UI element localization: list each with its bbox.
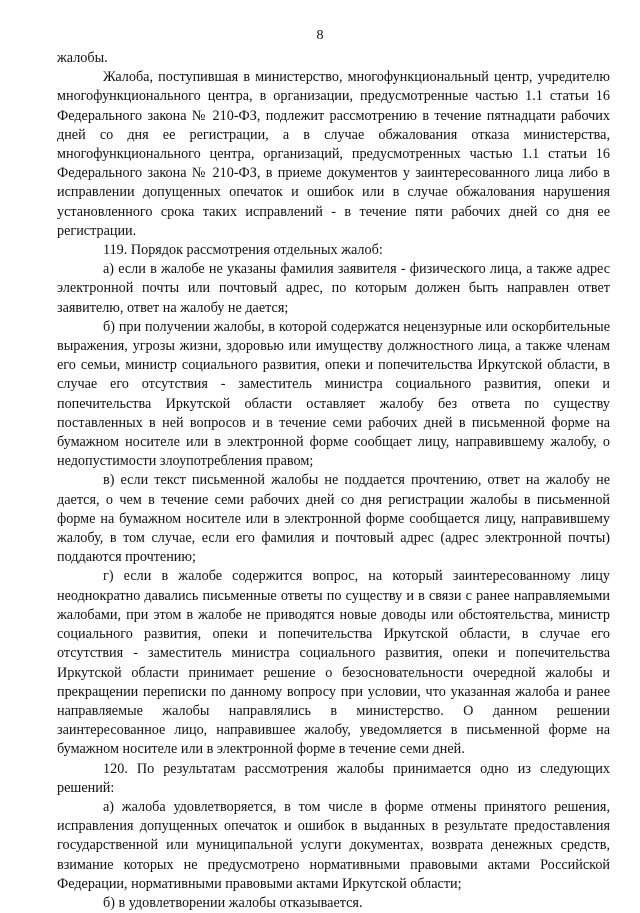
paragraph-119-g: г) если в жалобе содержится вопрос, на который заинтересованному лицу неоднократно давались письменные ответы по существу и в связи с ранее направляемыми жалобами, при этом в жалобе не приводятся новые доводы или обстоятельства, министр социального развития, опеки и попечительства Иркутской области, в случае его отсутствия - заместитель министра социального развития, опеки и попечительства Иркутской области принимает решение о безосновательности очередной жалобы и прекращении переписки по данному вопросу при условии, что указанная жалоба и ранее направляемые жалобы направлялись в министерство. О данном решении заинтересованное лицо, направившее жалобу, уведомляется в письменной форме на бумажном носителе или в электронной форме в течение семи дней. <box>57 568 610 758</box>
paragraph-119-v: в) если текст письменной жалобы не поддается прочтению, ответ на жалобу не дается, о чем в течение семи рабочих дней со дня регистрации жалобы в письменной форме на бумажном носителе или в электронной форме сообщается лицу, направившему жалобу, в том случае, если его фамилия и почтовый адрес (адрес электронной почты) поддаются прочтению; <box>57 472 610 566</box>
page-number: 8 <box>316 28 324 43</box>
paragraph-120-a: а) жалоба удовлетворяется, в том числе в форме отмены принятого решения, исправления допущенных опечаток и ошибок в выданных в результате предоставления государственной или муниципальной услуги документах, возврата денежных средств, взимание которых не предусмотрено нормативными правовыми актами Российской Федерации, нормативными правовыми актами Иркутской области; <box>57 798 610 892</box>
paragraph-continuation: жалобы. <box>57 50 108 66</box>
paragraph-complaint-deadlines: Жалоба, поступившая в министерство, многофункциональный центр, учредителю многофункционального центра, в организации, предусмотренные частью 1.1 статьи 16 Федерального закона № 210-ФЗ, подлежит рассмотрению в течение пятнадцати рабочих дней со дня ее регистрации, а в случае обжалования отказа министерства, многофункционального центра, организаций, предусмотренных частью 1.1 статьи 16 Федерального закона № 210-ФЗ, в приеме документов у заинтересованного лица либо в исправлении допущенных опечаток и ошибок или в случае обжалования нарушения установленного срока таких исправлений - в течение пяти рабочих дней со дня ее регистрации. <box>57 69 610 239</box>
paragraph-120-b: б) в удовлетворении жалобы отказывается. <box>103 894 363 911</box>
document-body <box>57 49 610 913</box>
paragraph-119-a: а) если в жалобе не указаны фамилия заявителя - физического лица, а также адрес электронной почты или почтовый адрес, по которым должен быть направлен ответ заявителю, ответ на жалобу не дается; <box>57 261 610 316</box>
paragraph-120-heading: 120. По результатам рассмотрения жалобы принимается одно из следующих решений: <box>57 760 610 796</box>
paragraph-119-heading: 119. Порядок рассмотрения отдельных жалоб: <box>103 242 383 259</box>
paragraph-119-b: б) при получении жалобы, в которой содержатся нецензурные или оскорбительные выражения, угрозы жизни, здоровью или имуществу должностного лица, а также членам его семьи, министр социального развития, опеки и попечительства Иркутской области, в случае его отсутствия - заместитель министра социального развития, опеки и попечительства Иркутской области оставляет жалобу без ответа по существу поставленных в ней вопросов и в течение семи рабочих дней в письменной форме на бумажном носителе или в электронной форме сообщает лицу, направившему жалобу, о недопустимости злоупотребления правом; <box>57 318 610 470</box>
